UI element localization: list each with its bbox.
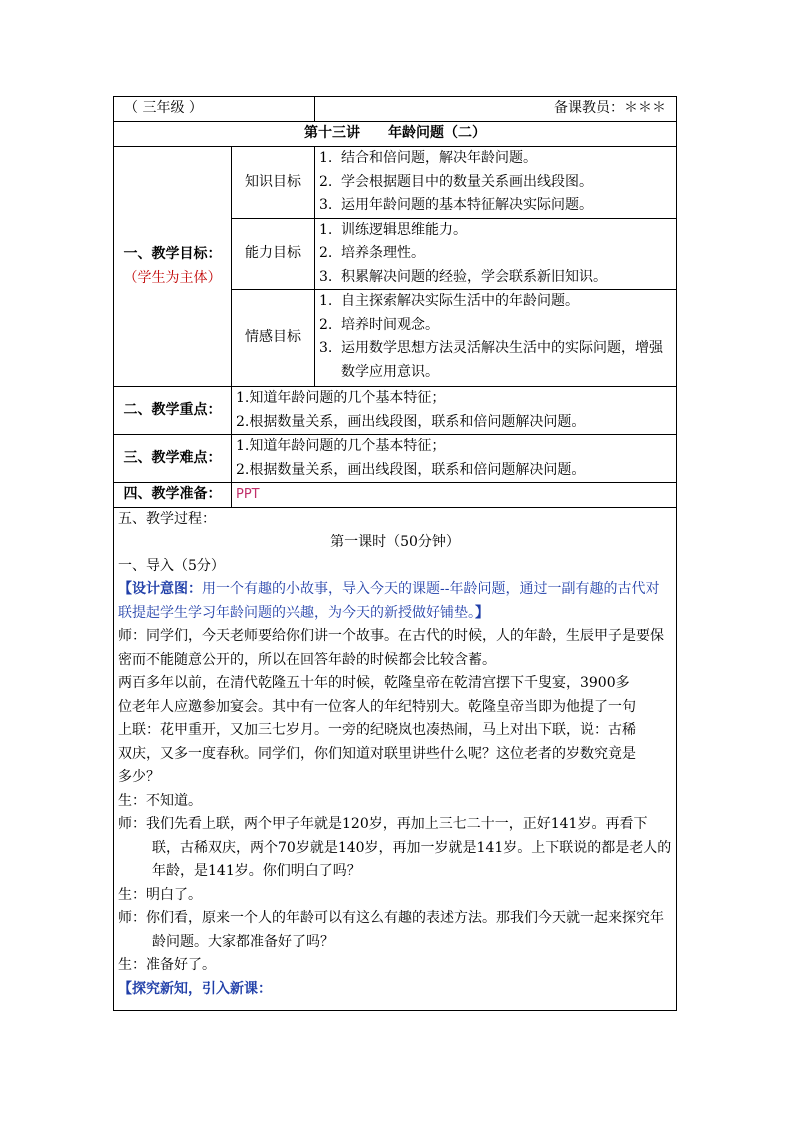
explore-heading: 【探究新知，引入新课： — [118, 980, 272, 997]
objective-items — [315, 218, 677, 290]
design-intent-close: 】 — [475, 604, 489, 621]
objective-item: 3. 运用年龄问题的基本特征解决实际问题。 — [319, 197, 593, 213]
teacher-line: 师：同学们，今天老师要给你们讲一个故事。在古代的时候，人的年龄，生辰甲子是要保密而不能随意公开的，所以在回答年龄的时候都会比较含蓄。 — [118, 628, 664, 668]
preparation-value: PPT — [232, 483, 677, 508]
objective-row-knowledge — [114, 147, 677, 219]
teacher-label: 备课教员：＊＊＊ — [315, 97, 677, 122]
student-line: 生：不知道。 — [118, 792, 202, 809]
objective-group-name: 情感目标 — [232, 290, 315, 387]
objectives-label: 一、教学目标： — [123, 246, 222, 262]
objective-item: 1. 结合和倍问题，解决年龄问题。 — [319, 150, 537, 166]
difficulty-line: 2.根据数量关系，画出线段图，联系和倍问题解决问题。 — [236, 461, 586, 478]
title-row — [114, 122, 677, 147]
difficulties-row — [114, 435, 677, 483]
process-content — [114, 507, 677, 1010]
objective-item: 2. 学会根据题目中的数量关系画出线段图。 — [319, 173, 593, 190]
objective-group-name: 能力目标 — [232, 218, 315, 290]
design-intent-text: 用一个有趣的小故事，导入今天的课题--年龄问题，通过一副有趣的古代对联提起学生学习年龄问题的兴趣，为今天的新授做好铺垫。 — [118, 581, 660, 621]
difficulties-content — [232, 435, 677, 483]
objective-item: 2. 培养条理性。 — [319, 245, 425, 261]
preparation-label: 四、教学准备： — [114, 483, 232, 508]
objective-item: 1. 训练逻辑思维能力。 — [319, 221, 467, 238]
difficulties-label: 三、教学难点： — [114, 435, 232, 483]
lesson-plan — [113, 96, 676, 1011]
objective-items — [315, 290, 677, 387]
design-intent-open: 【设计意图： — [118, 581, 202, 597]
intro-heading: 一、导入（5分） — [118, 557, 225, 574]
process-row — [114, 507, 677, 1010]
teacher-line: 师：你们看，原来一个人的年龄可以有这么有趣的表述方法。那我们今天就一起来探究年龄问题。大家都准备好了吗？ — [118, 910, 664, 950]
session-title: 第一课时（50分钟） — [330, 534, 460, 550]
preparation-row — [114, 483, 677, 508]
process-label: 五、教学过程： — [118, 510, 216, 527]
objective-item: 3. 运用数学思想方法灵活解决生活中的实际问题，增强数学应用意识。 — [319, 340, 663, 380]
story-paragraph: 两百多年以前，在清代乾隆五十年的时候，乾隆皇帝在乾清宫摆下千叟宴，3900多位老年人应邀参加宴会。其中有一位客人的年纪特别大。乾隆皇帝当即为他提了一句上联：花甲重开，又加三七岁月。一旁的纪晓岚也凑热闹，马上对出下联，说：古稀双庆，又多一度春秋。同学们，你们知道对联里讲些什么呢？这位老者的岁数究竟是多少？ — [118, 675, 636, 785]
key-point-line: 2.根据数量关系，画出线段图，联系和倍问题解决问题。 — [236, 413, 586, 430]
objectives-sublabel: （学生为主体） — [123, 269, 222, 286]
objective-item: 3. 积累解决问题的经验，学会联系新旧知识。 — [319, 268, 607, 285]
header-row — [114, 97, 677, 122]
student-line: 生：明白了。 — [118, 886, 202, 903]
objective-group-name: 知识目标 — [232, 147, 315, 219]
key-points-row — [114, 387, 677, 435]
key-points-content — [232, 387, 677, 435]
objective-item: 2. 培养时间观念。 — [319, 316, 439, 333]
key-points-label: 二、教学重点： — [114, 387, 232, 435]
objectives-label-cell — [114, 147, 232, 387]
difficulty-line: 1.知道年龄问题的几个基本特征； — [236, 438, 446, 454]
lesson-table — [113, 96, 677, 1011]
grade-label: （ 三年级 ） — [114, 97, 315, 122]
lesson-title: 第十三讲 年龄问题（二） — [114, 122, 677, 147]
objective-items — [315, 147, 677, 219]
design-intent — [118, 578, 672, 625]
student-line: 生：准备好了。 — [118, 957, 216, 973]
teacher-line: 师：我们先看上联，两个甲子年就是120岁，再加上三七二十一，正好141岁。再看下联，古稀双庆，两个70岁就是140岁，再加一岁就是141岁。上下联说的都是老人的年龄，是141岁。你们明白了吗？ — [118, 816, 672, 879]
objective-item: 1. 自主探索解决实际生活中的年龄问题。 — [319, 293, 579, 309]
key-point-line: 1.知道年龄问题的几个基本特征； — [236, 390, 446, 406]
